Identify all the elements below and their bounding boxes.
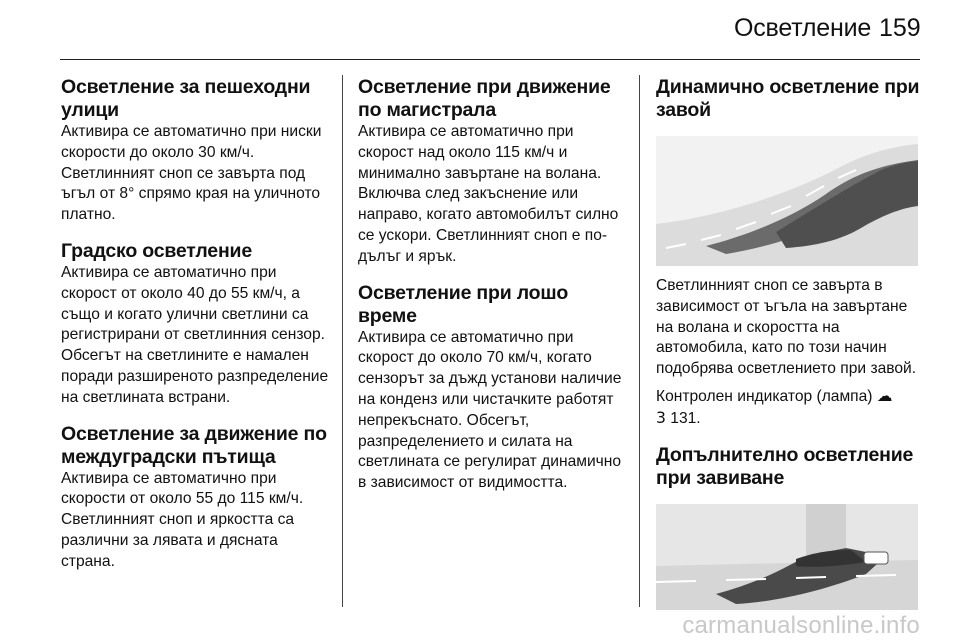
page-header-title: Осветление — [734, 14, 872, 42]
section-heading: Осветление за пешеходни улици — [61, 76, 311, 121]
section-heading: Градско осветление — [61, 239, 252, 262]
page-reference — [656, 408, 924, 430]
section-body: Активира се автоматично при скорост до около 70 км/ч, когато сензорът за дъжд установи наличие на конденз или чистачките работят непрекъснато. Обсегът, разпределението и силата на светлината се регулират динамично в зависимост от видимостта. — [358, 328, 622, 492]
section-body: Активира се автоматично при скорост от около 40 до 55 км/ч, а също и когато улични светлини са регистрирани от светлинния сензор. Обсегът на светлините е намален поради разширеното разпределение на светлината встрани. — [61, 263, 329, 406]
section-heading: Динамично осветление при завой — [656, 76, 920, 121]
header-rule — [60, 59, 920, 60]
curve-lighting-illustration — [656, 136, 918, 266]
column-3 — [656, 76, 924, 620]
section-heading: Осветление при движение по магистрала — [358, 76, 611, 121]
section-dynamic-curve-lighting — [656, 76, 924, 430]
reference-arrow-icon: 3 — [656, 408, 666, 427]
section-motorway-lighting — [358, 76, 626, 268]
column-divider-2 — [639, 75, 640, 607]
section-pedestrian-lighting — [61, 76, 329, 226]
section-body: Активира се автоматично при скорости от около 55 до 115 км/ч. Светлинният сноп и яркостта са различни за лявата и дясната страна. — [61, 469, 304, 570]
section-body: Активира се автоматично при ниски скорости до около 30 км/ч. Светлинният сноп се завърта под ъгъл от 8° спрямо края на уличното платно. — [61, 123, 322, 224]
section-body: Светлинният сноп се завърта в зависимост от ъгъла на завъртане на волана и скоростта на автомобила, като по този начин подобрява осветлението при завой. — [656, 277, 917, 378]
section-body: Активира се автоматично при скорост над около 115 км/ч и минимално завъртане на волана. Включва след закъснение или направо, когато автомобилът силно се ускори. Светлинният сноп е по-дълъг и ярък. — [358, 123, 619, 265]
watermark: carmanualsonline.info — [682, 612, 920, 639]
column-divider-1 — [342, 75, 343, 607]
section-cornering-lighting — [656, 444, 924, 610]
section-bad-weather-lighting — [358, 282, 626, 494]
section-heading: Осветление при лошо време — [358, 281, 569, 327]
section-heading: Допълнително осветление при завиване — [656, 443, 914, 489]
section-heading: Осветление за движение по междуградски пътища — [61, 422, 327, 468]
indicator-text: Контролен индикатор (лампа) — [656, 387, 873, 405]
reference-page[interactable]: 131. — [670, 409, 701, 427]
column-1 — [61, 76, 329, 587]
section-country-road-lighting — [61, 423, 329, 573]
cornering-lighting-illustration — [656, 504, 918, 610]
section-city-lighting — [61, 240, 329, 409]
indicator-line — [656, 386, 924, 408]
indicator-lamp-icon: ☁ — [876, 386, 893, 405]
column-2 — [358, 76, 626, 508]
page-number: 159 — [879, 14, 921, 42]
